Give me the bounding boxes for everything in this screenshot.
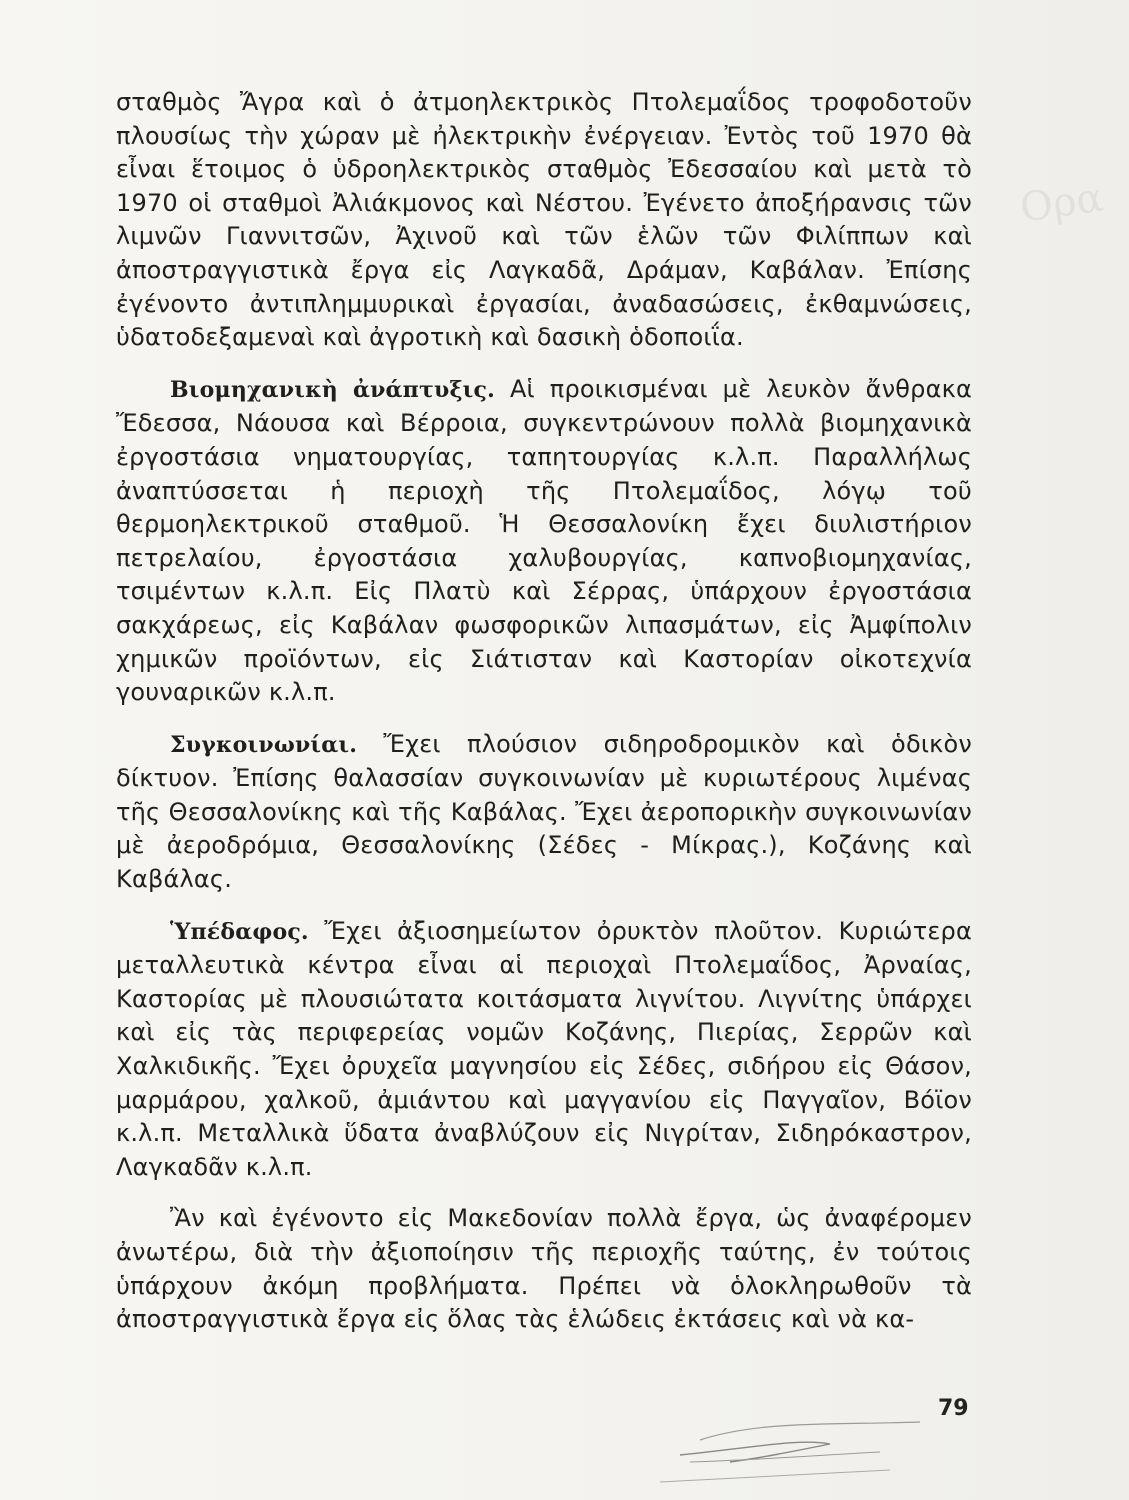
paragraph-industrial-development [116, 373, 972, 710]
body-text [116, 86, 972, 1337]
paragraph-communications [116, 728, 972, 897]
pencil-scribble [640, 1400, 960, 1490]
section-heading-subsoil: Ὑπέδαφος. [170, 918, 309, 945]
paragraph-body-subsoil: Ἔχει ἀξιοσημείωτον ὀρυκτὸν πλοῦτον. Κυριώτερα μεταλλευτικὰ κέντρα εἶναι αἱ περιοχαὶ Πτολεμαΐδος, Ἀρναίας, Καστορίας μὲ πλουσιώτατα κοιτάσματα λιγνίτου. Λιγνίτης ὑπάρχει καὶ εἰς τὰς περιφερείας νομῶν Κοζάνης, Πιερίας, Σερρῶν καὶ Χαλκιδικῆς. Ἔχει ὀρυχεῖα μαγνησίου εἰς Σέδες, σιδήρου εἰς Θάσον, μαρμάρου, χαλκοῦ, ἀμιάντου καὶ μαγγανίου εἰς Παγγαῖον, Βόϊον κ.λ.π. Μεταλλικὰ ὕδατα ἀναβλύζουν εἰς Νιγρίταν, Σιδηρόκαστρον, Λαγκαδᾶν κ.λ.π. [116, 916, 972, 1181]
section-heading-communications: Συγκοινωνίαι. [170, 731, 358, 758]
page-number: 79 [938, 1396, 969, 1421]
paragraph-body-communications: Ἔχει πλούσιον σιδηροδρομικὸν καὶ ὁδικὸν δίκτυον. Ἐπίσης θαλασσίαν συγκοινωνίαν μὲ κυριωτέρους λιμένας τῆς Θεσσαλονίκης καὶ τῆς Καβάλας. Ἔχει ἀεροπορικὴν συγκοινωνίαν μὲ ἀεροδρόμια, Θεσσαλονίκης (Σέδες - Μίκρας.), Κοζάνης καὶ Καβάλας. [116, 729, 972, 894]
bleed-through-mark: Ορα [1017, 174, 1107, 232]
paragraph-body-industry: Αἱ προικισμέναι μὲ λευκὸν ἄνθρακα Ἔδεσσα, Νάουσα καὶ Βέρροια, συγκεντρώνουν πολλὰ βιομηχανικὰ ἐργοστάσια νηματουργίας, ταπητουργίας κ.λ.π. Παραλλήλως ἀναπτύσσεται ἡ περιοχὴ τῆς Πτολεμαΐδος, λόγῳ τοῦ θερμοηλεκτρικοῦ σταθμοῦ. Ἡ Θεσσαλονίκη ἔχει διυλιστήριον πετρελαίου, ἐργοστάσια χαλυβουργίας, καπνοβιομηχανίας, τσιμέντων κ.λ.π. Εἰς Πλατὺ καὶ Σέρρας, ὑπάρχουν ἐργοστάσια σακχάρεως, εἰς Καβάλαν φωσφορικῶν λιπασμάτων, εἰς Ἀμφίπολιν χημικῶν προϊόντων, εἰς Σιάτισταν καὶ Καστορίαν οἰκοτεχνία γουναρικῶν κ.λ.π. [116, 374, 973, 707]
paragraph-problems: Ἂν καὶ ἐγένοντο εἰς Μακεδονίαν πολλὰ ἔργα, ὡς ἀναφέρομεν ἀνωτέρω, διὰ τὴν ἀξιοποίησιν τῆς περιοχῆς ταύτης, ἐν τούτοις ὑπάρχουν ἀκόμη προβλήματα. Πρέπει νὰ ὁλοκληρωθοῦν τὰ ἀποστραγγιστικὰ ἔργα εἰς ὅλας τὰς ἑλώδεις ἐκτάσεις καὶ νὰ κα- [116, 1204, 972, 1334]
section-heading-industry: Βιομηχανικὴ ἀνάπτυξις. [170, 376, 495, 403]
paragraph-subsoil [116, 915, 972, 1185]
paragraph-power-and-drainage: σταθμὸς Ἄγρα καὶ ὁ ἀτμοηλεκτρικὸς Πτολεμαΐδος τροφοδοτοῦν πλουσίως τὴν χώραν μὲ ἠλεκτρικὴν ἐνέργειαν. Ἐντὸς τοῦ 1970 θὰ εἶναι ἕτοιμος ὁ ὑδροηλεκτρικὸς σταθμὸς Ἐδεσσαίου καὶ μετὰ τὸ 1970 οἱ σταθμοὶ Ἀλιάκμονος καὶ Νέστου. Ἐγένετο ἀποξήρανσις τῶν λιμνῶν Γιαννιτσῶν, Ἀχινοῦ καὶ τῶν ἑλῶν τῶν Φιλίππων καὶ ἀποστραγγιστικὰ ἔργα εἰς Λαγκαδᾶ, Δράμαν, Καβάλαν. Ἐπίσης ἐγένοντο ἀντιπλημμυρικαὶ ἐργασίαι, ἀναδασώσεις, ἐκθαμνώσεις, ὑδατοδεξαμεναὶ καὶ ἀγροτικὴ καὶ δασικὴ ὁδοποιΐα. [116, 88, 972, 352]
